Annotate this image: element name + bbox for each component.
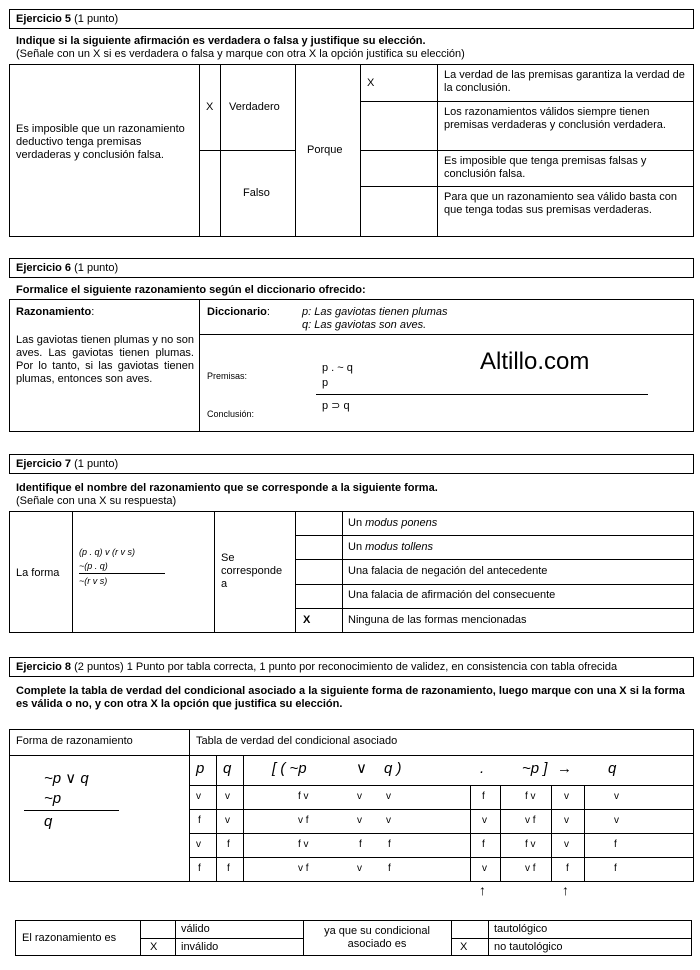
tt-r4-notp2: v f <box>525 863 536 874</box>
ex6-hline <box>199 334 694 335</box>
tt-hline-3 <box>189 857 694 858</box>
ex8-taut: tautológico <box>494 923 548 935</box>
tt-r4-p: f <box>198 863 201 874</box>
ex7-option-2-em: modus tollens <box>365 541 433 553</box>
ex7-hline-2 <box>295 559 694 560</box>
tt-r3-q3: f <box>614 839 617 850</box>
ex6-instructions <box>16 284 366 297</box>
ex8-vline-form <box>189 729 190 882</box>
ex8-hline-header <box>9 755 694 756</box>
tt-r1-notp2: f v <box>525 791 536 802</box>
ex5-instruction: Indique si la siguiente afirmación es verdadera o falsa y justifique su elección. <box>16 35 426 47</box>
ex7-option-1-pre: Un <box>348 517 366 529</box>
ec-hline-2 <box>451 938 692 939</box>
ex5-hline-3 <box>360 186 694 187</box>
ex5-option-1-text: La verdad de las premisas garantiza la verdad de la conclusión. <box>444 69 685 94</box>
ex8-form-header: Forma de razonamiento <box>16 735 133 747</box>
ex8-form-conclusion: q <box>44 813 53 830</box>
ex7-hline-4 <box>295 608 694 609</box>
altillo-watermark: Altillo.com <box>480 348 590 375</box>
ex8-invalid-mark: X <box>150 941 158 953</box>
ex5-option-2-text: Los razonamientos válidos siempre tienen premisas verdaderas y conclusión verdadera. <box>444 106 666 131</box>
tt-r2-q2: v <box>386 815 391 826</box>
ex6-conclusion-label: Conclusión: <box>207 409 255 419</box>
ex5-title: Ejercicio 5 <box>16 13 72 25</box>
ex8-title-bar <box>9 657 694 677</box>
ex7-hline-3 <box>295 584 694 585</box>
tt-r3-or: f <box>359 839 362 850</box>
tt-r1-or: v <box>357 791 362 802</box>
ex6-title-bar <box>9 258 694 278</box>
ex8-title: Ejercicio 8 <box>16 661 72 673</box>
ex6-conclusion: p ⊃ q <box>322 400 350 412</box>
ex7-points: (1 punto) <box>74 458 119 470</box>
tt-r1-q3: v <box>614 791 619 802</box>
ex8-conclusion-label: El razonamiento es <box>22 932 117 944</box>
ec-hline-1 <box>140 938 303 939</box>
ex6-reasoning-label-text: Razonamiento <box>16 306 92 318</box>
ex5-points: (1 punto) <box>74 13 119 25</box>
ec-vline-3 <box>303 920 304 956</box>
tt-r1-q2: v <box>386 791 391 802</box>
tt-r1-cond: v <box>564 791 569 802</box>
ex8-points: (2 puntos) <box>74 661 124 673</box>
ex5-option-1-mark: X <box>367 77 375 89</box>
ex7-corresponds: Se corresponde a <box>221 552 283 590</box>
tt-r3-cond: v <box>564 839 569 850</box>
ex8-nontaut: no tautológico <box>494 941 563 953</box>
ex6-dictionary-label: Diccionario: <box>207 306 270 318</box>
tt-head-p: p <box>196 760 205 777</box>
tt-head-not-p2: ~p ] <box>522 760 548 777</box>
ex7-note: (Señale con una X su respuesta) <box>16 495 177 507</box>
tt-r2-and: v <box>482 815 487 826</box>
ex6-title: Ejercicio 6 <box>16 262 72 274</box>
ex8-instruction: Complete la tabla de verdad del condicional asociado a la siguiente forma de razonamiento, luego marque con una X si la forma es válida o no, y con otra X la opción que justifica su elección. <box>16 685 685 710</box>
arrow-up-icon: ↑ <box>562 882 569 898</box>
tt-r1-and: f <box>482 791 485 802</box>
ex8-invalid: inválido <box>181 941 219 953</box>
tt-r4-q: f <box>227 863 230 874</box>
tt-vline-2 <box>243 755 244 882</box>
tt-r2-q: v <box>225 815 230 826</box>
ex7-form-line-3: ~(r v s) <box>79 576 108 586</box>
tt-r4-cond: f <box>566 863 569 874</box>
ex5-vline-3 <box>295 64 296 237</box>
ex5-instructions <box>16 35 465 61</box>
tt-head-not-p: [ ( ~p <box>272 760 307 777</box>
tt-hline-0 <box>189 785 694 786</box>
arrow-up-icon: ↑ <box>479 882 486 898</box>
tt-r3-and: f <box>482 839 485 850</box>
tt-head-q2: q ) <box>384 760 402 777</box>
tt-r4-or: v <box>357 863 362 874</box>
tt-r3-p: v <box>196 839 201 850</box>
ex5-true-label: Verdadero <box>229 101 280 113</box>
ex5-option-3-text: Es imposible que tenga premisas falsas y conclusión falsa. <box>444 155 647 180</box>
ex8-form-premise-2: ~p <box>44 790 62 807</box>
ex6-dictionary-label-text: Diccionario <box>207 306 267 318</box>
tt-r3-q2: f <box>388 839 391 850</box>
ex7-title: Ejercicio 7 <box>16 458 72 470</box>
ex5-hline-2 <box>360 150 694 151</box>
tt-r4-q3: f <box>614 863 617 874</box>
tt-r4-q2: f <box>388 863 391 874</box>
ex6-dict-p: p: Las gaviotas tienen plumas <box>302 306 448 318</box>
ex8-table-frame <box>9 729 694 882</box>
ex8-nontaut-mark: X <box>460 941 468 953</box>
ex7-option-3: Una falacia de negación del antecedente <box>348 565 548 577</box>
ex7-vline-2 <box>214 511 215 633</box>
ex7-option-1 <box>348 517 437 530</box>
ex6-reasoning-label: Razonamiento: <box>16 306 95 318</box>
tt-vline-1 <box>216 755 217 882</box>
ex8-form-line <box>24 810 119 811</box>
ex7-option-4: Una falacia de afirmación del consecuente <box>348 589 556 601</box>
tt-r4-and: v <box>482 863 487 874</box>
ex5-title-bar <box>9 9 694 29</box>
tt-head-q: q <box>223 760 232 777</box>
tt-head-or: ∨ <box>356 760 367 777</box>
tt-head-q3: q <box>608 760 617 777</box>
ex6-premises-label: Premisas: <box>207 371 248 381</box>
ex5-false-label: Falso <box>243 187 270 199</box>
ex7-option-5: Ninguna de las formas mencionadas <box>348 614 527 626</box>
ex5-statement: Es imposible que un razonamiento deductivo tenga premisas verdaderas y conclusión falsa. <box>16 123 185 161</box>
tt-r4-notp: v f <box>298 863 309 874</box>
ex5-because: Porque <box>307 144 343 156</box>
tt-head-and: . <box>480 760 485 777</box>
ex7-form-line-1: (p . q) v (r v s) <box>79 547 135 557</box>
ex7-option-2 <box>348 541 433 554</box>
ex5-note: (Señale con un X si es verdadera o falsa y marque con otra X la opción justifica su elección) <box>16 48 465 60</box>
ex7-vline-4 <box>342 511 343 633</box>
ex5-option-4-text: Para que un razonamiento sea válido basta con que tenga todas sus premisas verdaderas. <box>444 191 677 216</box>
ex6-premise-2: p <box>322 377 329 389</box>
tt-r2-p: f <box>198 815 201 826</box>
tt-r2-notp: v f <box>298 815 309 826</box>
tt-r2-q3: v <box>614 815 619 826</box>
ex6-conclusion-line <box>316 394 648 395</box>
tt-r1-q: v <box>225 791 230 802</box>
ex7-instructions <box>16 482 438 508</box>
tt-r3-notp: f v <box>298 839 309 850</box>
tt-hline-1 <box>189 809 694 810</box>
ex7-form-label: La forma <box>16 567 60 579</box>
ex6-points: (1 punto) <box>74 262 119 274</box>
tt-r1-p: v <box>196 791 201 802</box>
ex8-because: ya que su condicional asociado es <box>324 925 430 950</box>
tt-r2-notp2: v f <box>525 815 536 826</box>
ex7-vline-1 <box>72 511 73 633</box>
ex7-vline-3 <box>295 511 296 633</box>
ex7-form-line-2: ~(p . q) <box>79 561 108 571</box>
ex6-instruction: Formalice el siguiente razonamiento según el diccionario ofrecido: <box>16 284 366 296</box>
ex7-option-1-em: modus ponens <box>365 517 438 529</box>
ex7-title-bar <box>9 454 694 474</box>
tt-r3-q: f <box>227 839 230 850</box>
ex8-form-premise-1: ~p ∨ q <box>44 770 89 787</box>
tt-r2-cond: v <box>564 815 569 826</box>
tt-head-cond: → <box>557 760 572 777</box>
tt-r1-notp: f v <box>298 791 309 802</box>
ex6-reasoning-text: Las gaviotas tienen plumas y no son aves. Las gaviotas tienen plumas. Por lo tanto, si las gaviotas tienen plumas, entonces son aves. <box>16 334 194 385</box>
tt-hline-2 <box>189 833 694 834</box>
ex6-vline <box>199 299 200 432</box>
tt-r2-or: v <box>357 815 362 826</box>
ex8-criteria: 1 Punto por tabla correcta, 1 punto por reconocimiento de validez, en consistencia con tabla ofrecida <box>126 661 618 673</box>
ex6-dict-q: q: Las gaviotas son aves. <box>302 319 427 331</box>
ex7-option-5-mark: X <box>303 614 311 626</box>
ex5-hline-1 <box>360 101 694 102</box>
ex8-valid: válido <box>181 923 210 935</box>
ex5-hline-tf <box>199 150 295 151</box>
ex7-option-2-pre: Un <box>348 541 366 553</box>
ex6-premise-1: p . ~ q <box>322 362 353 374</box>
tt-r3-notp2: f v <box>525 839 536 850</box>
ex5-true-mark: X <box>206 101 214 113</box>
ex7-form-line <box>79 573 165 574</box>
ex7-hline-1 <box>295 535 694 536</box>
ex8-table-header: Tabla de verdad del condicional asociado <box>196 735 398 747</box>
ex7-instruction: Identifique el nombre del razonamiento que se corresponde a la siguiente forma. <box>16 482 438 494</box>
